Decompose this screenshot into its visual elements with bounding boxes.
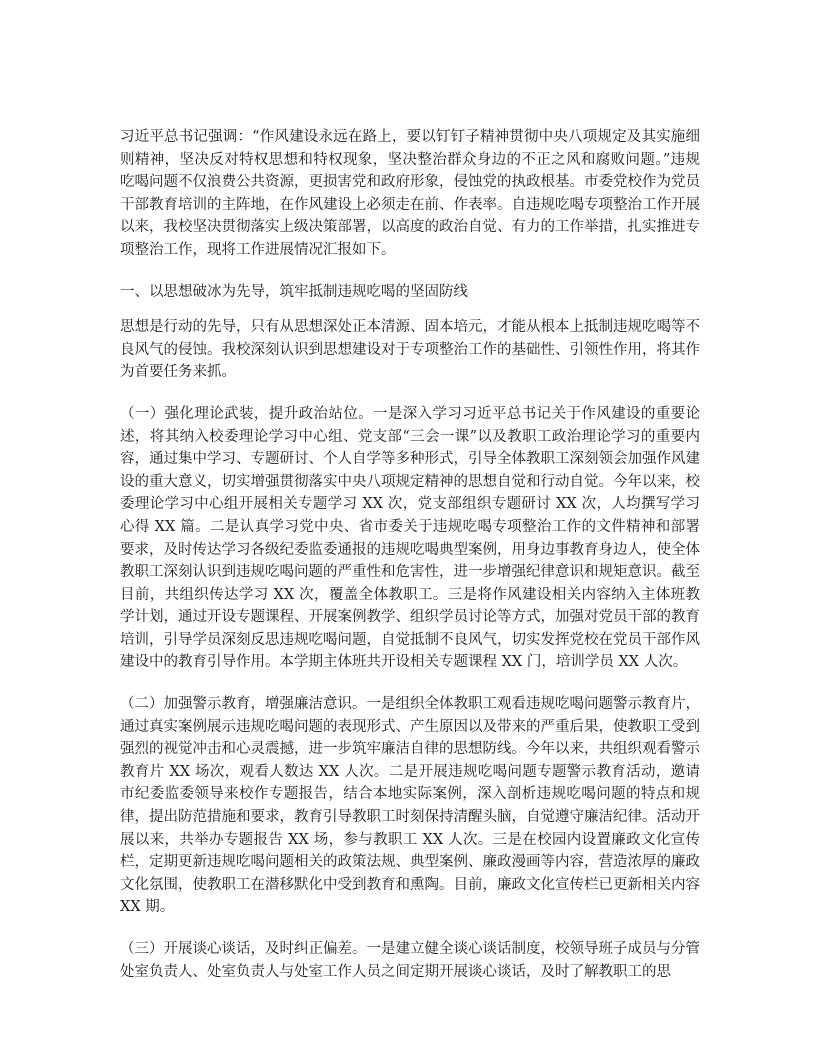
section-1-intro-paragraph: 思想是行动的先导，只有从思想深处正本清源、固本培元，才能从根本上抵制违规吃喝等不良风气的侵蚀。我校深刻认识到思想建设对于专项整治工作的基础性、引领性作用，将其作为首要任务来抓。 xyxy=(120,319,700,381)
intro-paragraph: 习近平总书记强调：“作风建设永远在路上，要以钉钉子精神贯彻中央八项规定及其实施细则精神，坚决反对特权思想和特权现象，坚决整治群众身边的不正之风和腐败问题。”违规吃喝问题不仅浪费公共资源，更损害党和政府形象，侵蚀党的执政根基。市委党校作为党员干部教育培训的主阵地，在作风建设上必须走在前、作表率。自违规吃喝专项整治工作开展以来，我校坚决贯彻落实上级决策部署，以高度的政治自觉、有力的工作举措，扎实推进专项整治工作，现将工作进展情况汇报如下。 xyxy=(120,129,700,258)
subsection-2-paragraph: （二）加强警示教育，增强廉洁意识。一是组织全体教职工观看违规吃喝问题警示教育片，通过真实案例展示违规吃喝问题的表现形式、产生原因以及带来的严重后果，使教职工受到强烈的视觉冲击和心灵震撼，进一步筑牢廉洁自律的思想防线。今年以来，共组织观看警示教育片 XX 场次，观看人数达 XX 人次。二是开展违规吃喝问题专题警示教育活动，邀请市纪委监委领导来校作专题报告，结合本地实际案例，深入剖析违规吃喝问题的特点和规律，提出防范措施和要求，教育引导教职工时刻保持清醒头脑，自觉遵守廉洁纪律。活动开展以来，共举办专题报告 XX 场，参与教职工 XX 人次。三是在校园内设置廉政文化宣传栏，定期更新违规吃喝问题相关的政策法规、典型案例、廉政漫画等内容，营造浓厚的廉政文化氛围，使教职工在潜移默化中受到教育和熏陶。目前，廉政文化宣传栏已更新相关内容 XX 期。 xyxy=(120,696,700,916)
subsection-1-paragraph: （一）强化理论武装，提升政治站位。一是深入学习习近平总书记关于作风建设的重要论述，将其纳入校委理论学习中心组、党支部“三会一课”以及教职工政治理论学习的重要内容，通过集中学习、专题研讨、个人自学等多种形式，引导全体教职工深刻领会加强作风建设的重大意义，切实增强贯彻落实中央八项规定精神的思想自觉和行动自觉。今年以来，校委理论学习中心组开展相关专题学习 XX 次，党支部组织专题研讨 XX 次，人均撰写学习心得 XX 篇。二是认真学习党中央、省市委关于违规吃喝专项整治工作的文件精神和部署要求，及时传达学习各级纪委监委通报的违规吃喝典型案例，用身边事教育身边人，使全体教职工深刻认识到违规吃喝问题的严重性和危害性，进一步增强纪律意识和规矩意识。截至目前，共组织传达学习 XX 次，覆盖全体教职工。三是将作风建设相关内容纳入主体班教学计划，通过开设专题课程、开展案例教学、组织学员讨论等方式，加强对党员干部的教育培训，引导学员深刻反思违规吃喝问题，自觉抵制不良风气，切实发挥党校在党员干部作风建设中的教育引导作用。本学期主体班共开设相关专题课程 XX 门，培训学员 XX 人次。 xyxy=(120,405,700,671)
document-body xyxy=(120,126,700,1002)
subsection-3-paragraph: （三）开展谈心谈话，及时纠正偏差。一是建立健全谈心谈话制度，校领导班子成员与分管处室负责人、处室负责人与处室工作人员之间定期开展谈心谈话，及时了解教职工的思 xyxy=(120,941,700,980)
section-heading-1: 一、以思想破冰为先导，筑牢抵制违规吃喝的坚固防线 xyxy=(120,283,468,300)
